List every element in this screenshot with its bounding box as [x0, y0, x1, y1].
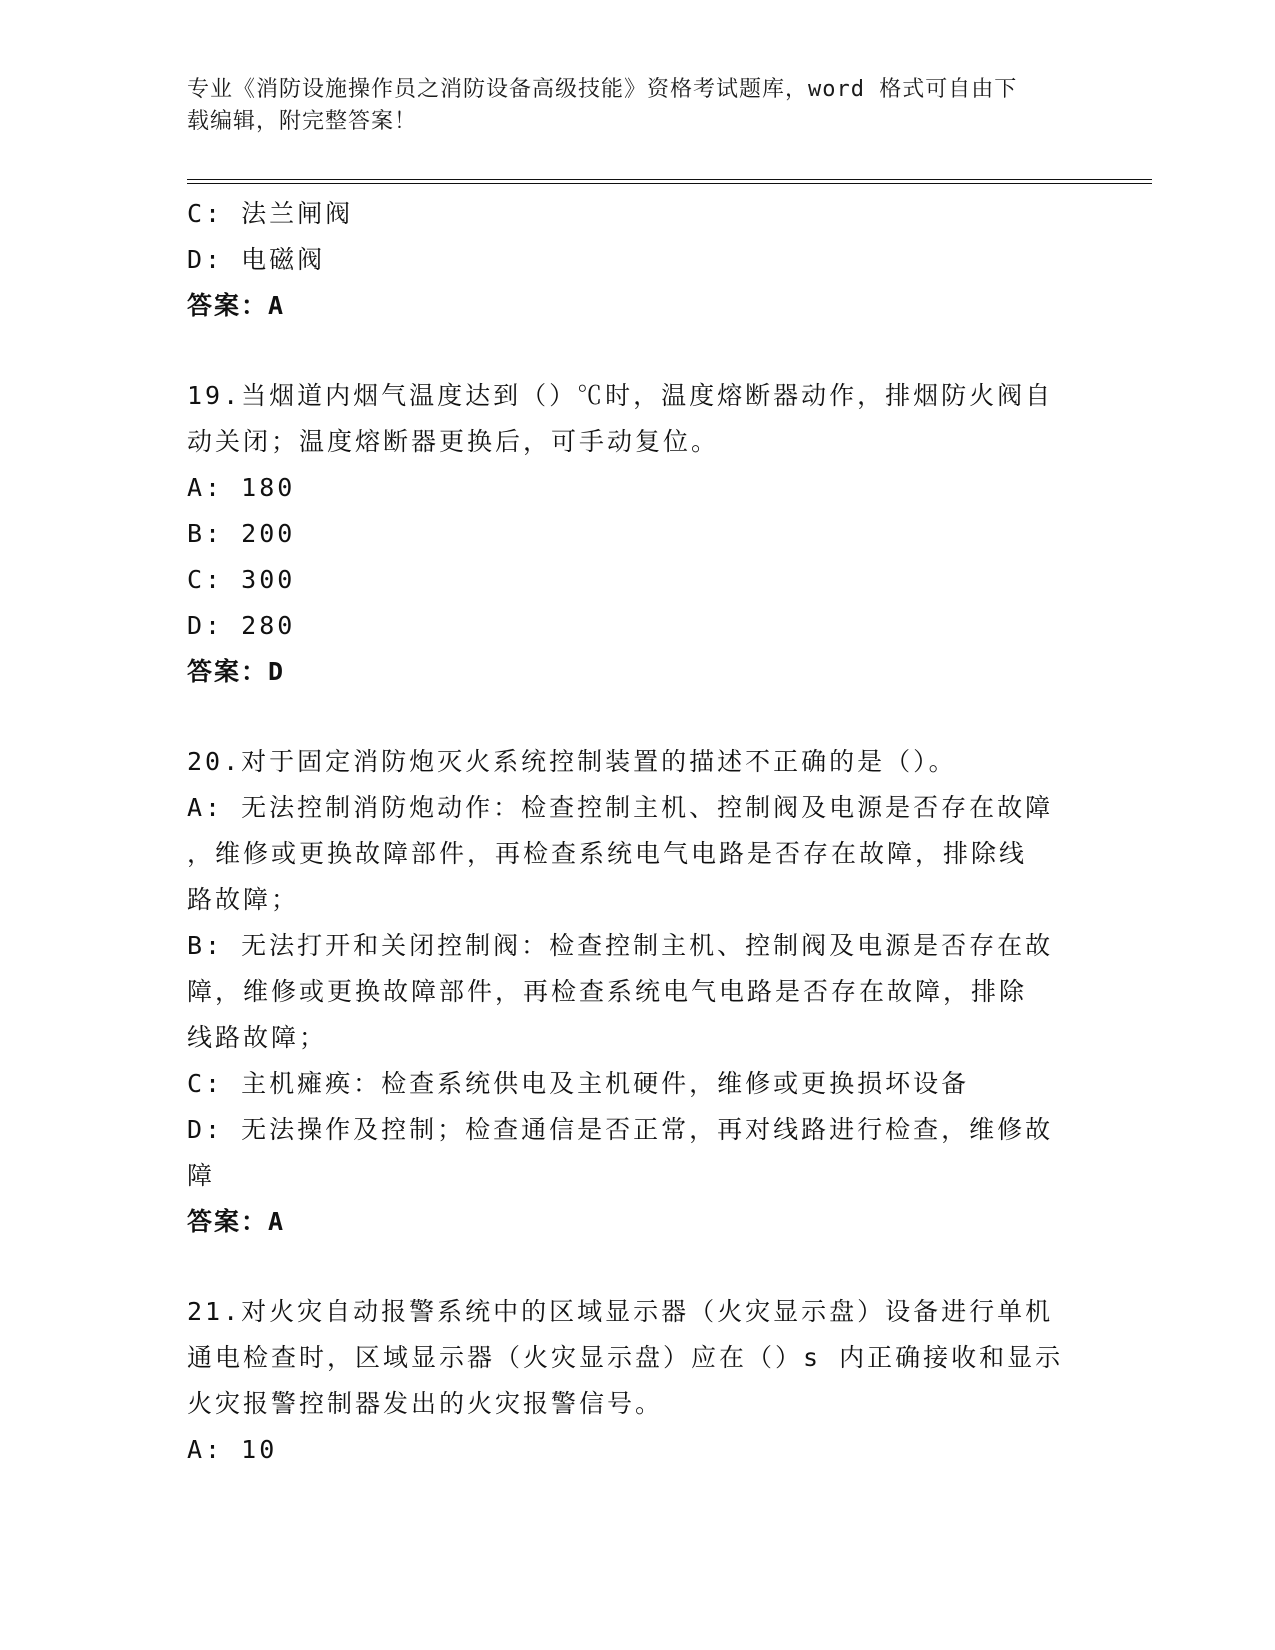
- header-line-1: 专业《消防设施操作员之消防设备高级技能》资格考试题库，word 格式可自由下: [187, 77, 1018, 102]
- q20-option-d-line-2: 障: [187, 1161, 216, 1190]
- q19-option-d: D: 280: [187, 611, 296, 640]
- q18-option-c: C: 法兰闸阀: [187, 199, 354, 228]
- spacer: [187, 329, 1087, 373]
- q18-answer: 答案：A: [187, 291, 286, 320]
- q19-option-c: C: 300: [187, 565, 296, 594]
- q20-answer: 答案：A: [187, 1207, 286, 1236]
- q20-option-a-line-1: A: 无法控制消防炮动作：检查控制主机、控制阀及电源是否存在故障: [187, 793, 1054, 822]
- q18-option-d: D: 电磁阀: [187, 245, 326, 274]
- question-21: [187, 1289, 1087, 1473]
- q21-option-a: A: 10: [187, 1435, 278, 1464]
- q19-stem-line-2: 动关闭；温度熔断器更换后，可手动复位。: [187, 427, 720, 456]
- header-line-2: 载编辑，附完整答案！: [187, 109, 418, 134]
- spacer: [187, 695, 1087, 739]
- header-divider-bottom: [187, 183, 1152, 184]
- spacer: [187, 1245, 1087, 1289]
- q19-answer: 答案：D: [187, 657, 286, 686]
- q21-stem-line-1: 21.对火灾自动报警系统中的区域显示器（火灾显示盘）设备进行单机: [187, 1297, 1054, 1326]
- q19-option-a: A: 180: [187, 473, 296, 502]
- q20-option-b-line-1: B: 无法打开和关闭控制阀：检查控制主机、控制阀及电源是否存在故: [187, 931, 1054, 960]
- q20-option-c: C: 主机瘫痪：检查系统供电及主机硬件，维修或更换损坏设备: [187, 1069, 970, 1098]
- q20-option-d-line-1: D: 无法操作及控制；检查通信是否正常，再对线路进行检查，维修故: [187, 1115, 1054, 1144]
- question-19: [187, 373, 1087, 695]
- q19-stem-line-1: 19.当烟道内烟气温度达到（）℃时，温度熔断器动作，排烟防火阀自: [187, 381, 1054, 410]
- q20-option-a-line-3: 路故障；: [187, 885, 300, 914]
- question-content: [187, 191, 1087, 1473]
- q20-option-b-line-2: 障，维修或更换故障部件，再检查系统电气电路是否存在故障，排除: [187, 977, 1028, 1006]
- q20-option-a-line-2: ，维修或更换故障部件，再检查系统电气电路是否存在故障，排除线: [187, 839, 1028, 868]
- question-18-tail: [187, 191, 1087, 329]
- q19-option-b: B: 200: [187, 519, 296, 548]
- header-divider-top: [187, 179, 1152, 180]
- q20-option-b-line-3: 线路故障；: [187, 1023, 328, 1052]
- page-header: [187, 74, 1087, 138]
- q21-stem-line-2: 通电检查时，区域显示器（火灾显示盘）应在（）s 内正确接收和显示: [187, 1343, 1064, 1372]
- question-20: [187, 739, 1087, 1245]
- q20-stem: 20.对于固定消防炮灭火系统控制装置的描述不正确的是（）。: [187, 747, 957, 776]
- q21-stem-line-3: 火灾报警控制器发出的火灾报警信号。: [187, 1389, 664, 1418]
